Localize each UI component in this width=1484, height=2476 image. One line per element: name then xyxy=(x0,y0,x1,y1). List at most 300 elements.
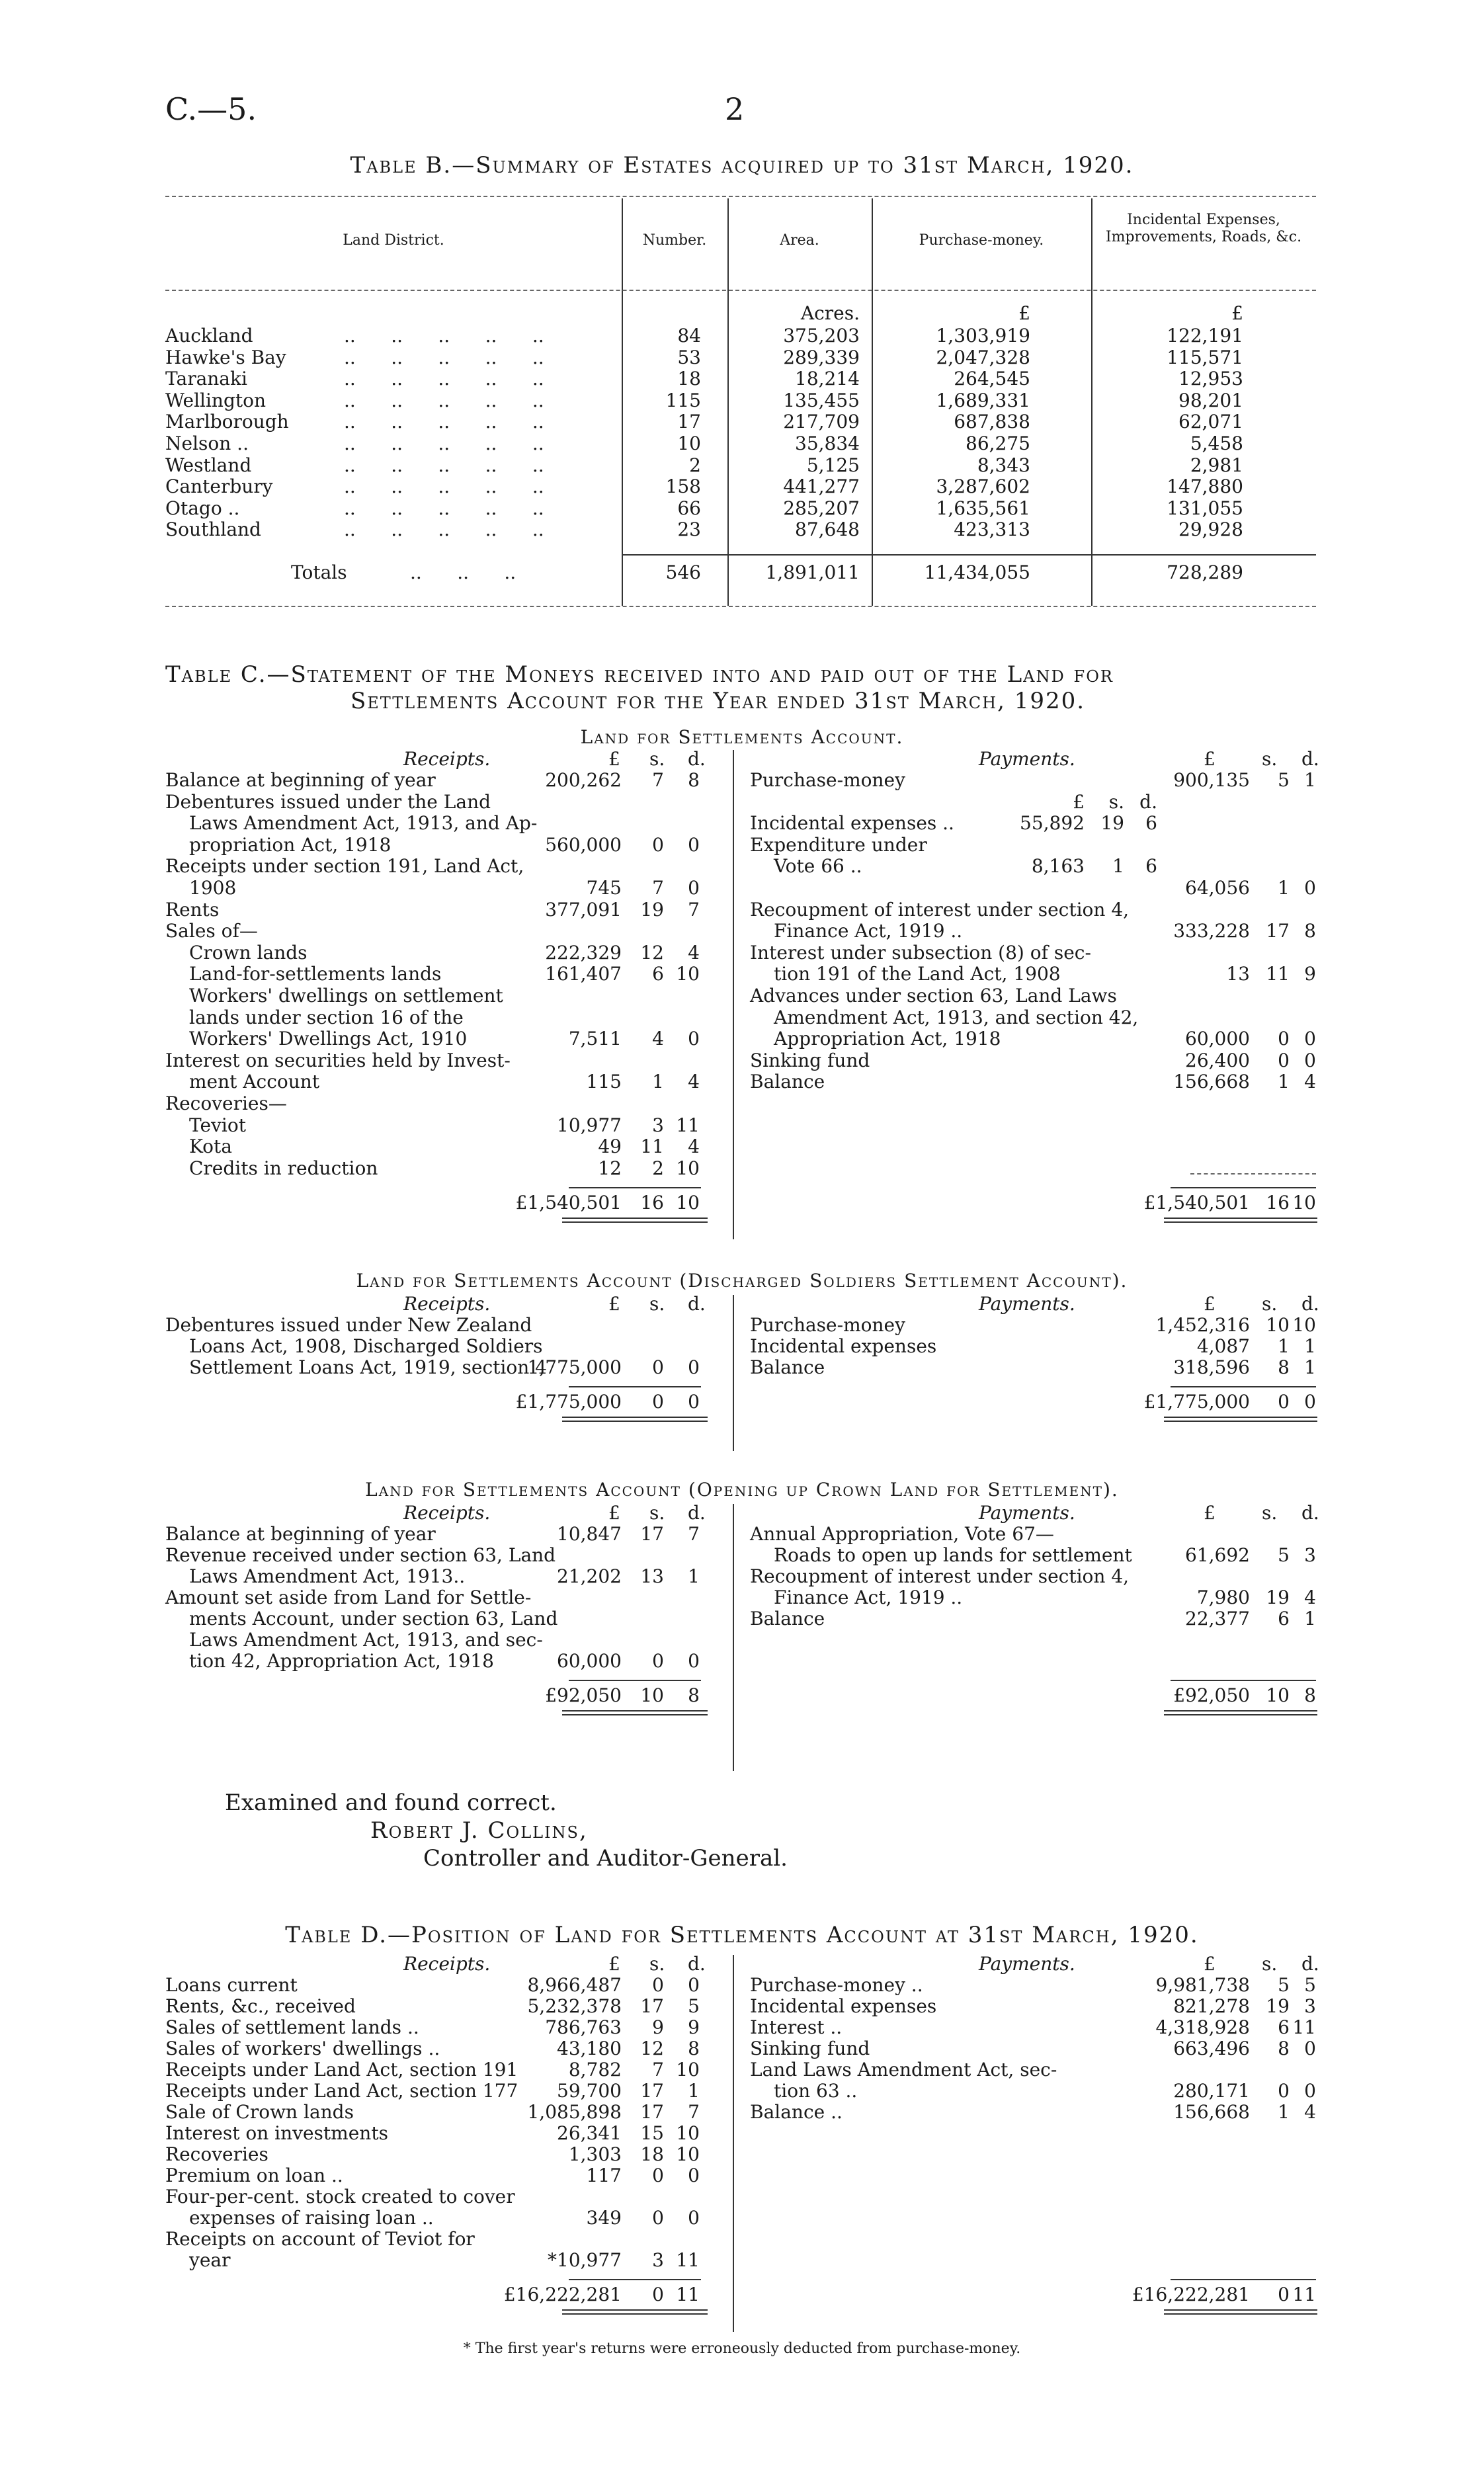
payment-label: Interest .. xyxy=(750,2016,843,2038)
receipt-shillings: 18 xyxy=(640,2143,664,2165)
estate-area: 289,339 xyxy=(783,346,860,368)
receipts-total-shillings: 0 xyxy=(652,1391,664,1413)
leader-dots: .. .. .. .. .. xyxy=(344,518,544,541)
receipt-label: lands under section 16 of the xyxy=(189,1006,464,1028)
receipt-shillings: 12 xyxy=(640,941,664,964)
payment-pounds: 280,171 xyxy=(1173,2080,1250,2102)
receipt-shillings: 17 xyxy=(640,1523,664,1545)
payment-label: Finance Act, 1919 .. xyxy=(774,920,963,942)
lsa-payments-head: Payments. xyxy=(979,748,1075,770)
estate-number: 66 xyxy=(677,497,701,519)
payment-pence: 8 xyxy=(1304,920,1316,942)
receipt-shillings: 1 xyxy=(652,1071,664,1093)
district-name: Canterbury xyxy=(165,475,273,498)
district-name: Taranaki xyxy=(165,368,247,390)
payment-pounds: 663,496 xyxy=(1173,2038,1250,2059)
purchase-money: 8,343 xyxy=(977,454,1030,476)
receipt-pounds: 43,180 xyxy=(557,2038,622,2059)
receipt-shillings: 3 xyxy=(652,2249,664,2271)
payments-total-rule xyxy=(1171,1680,1316,1681)
receipt-pence: 10 xyxy=(676,963,700,985)
receipt-label: expenses of raising loan .. xyxy=(189,2207,434,2229)
crown-subtitle: Land for Settlements Account (Opening up Crown Land for Settlement). xyxy=(365,1479,1119,1501)
receipt-label: Receipts under Land Act, section 177 xyxy=(165,2080,518,2102)
table-b-totals-label: Totals xyxy=(291,561,347,583)
payments-total-shillings: 16 xyxy=(1266,1192,1290,1214)
receipt-shillings: 17 xyxy=(640,1995,664,2017)
receipt-label: Receipts under Land Act, section 191 xyxy=(165,2059,518,2081)
estate-area: 5,125 xyxy=(806,454,860,476)
receipt-label: Loans Act, 1908, Discharged Soldiers xyxy=(189,1335,543,1357)
receipts-double-rule xyxy=(562,1417,708,1422)
receipt-pounds: 786,763 xyxy=(545,2016,622,2038)
receipts-total-pence: 11 xyxy=(676,2284,700,2305)
purchase-money: 264,545 xyxy=(954,368,1030,390)
payments-total-pence: 8 xyxy=(1304,1684,1316,1706)
receipt-shillings: 0 xyxy=(652,1650,664,1672)
receipt-label: Sales of workers' dwellings .. xyxy=(165,2038,440,2059)
receipt-pounds: 26,341 xyxy=(557,2122,622,2144)
purchase-money: 1,635,561 xyxy=(936,497,1030,519)
table-d-footnote: * The first year's returns were erroneously deducted from purchase-money. xyxy=(463,2340,1021,2357)
payment-label: Balance .. xyxy=(750,2101,843,2123)
receipt-pence: 0 xyxy=(688,1974,700,1996)
receipt-label: Amount set aside from Land for Settle- xyxy=(165,1587,532,1608)
payments-total-rule xyxy=(1171,1187,1316,1188)
table-b-col-district: Land District. xyxy=(343,232,444,249)
payment-pounds: 7,980 xyxy=(1196,1587,1250,1608)
payment-shillings: 1 xyxy=(1278,1335,1290,1357)
receipt-pounds: 8,966,487 xyxy=(527,1974,622,1996)
incidental-expenses: 12,953 xyxy=(1178,368,1243,390)
payments-total-rule xyxy=(1171,2279,1316,2280)
incidental-expenses: 2,981 xyxy=(1190,454,1243,476)
payment-shillings: 5 xyxy=(1278,769,1290,791)
receipt-label: Debentures issued under New Zealand xyxy=(165,1314,532,1336)
table-b-unit-area: Acres. xyxy=(800,302,860,324)
table-b-total-purchase: 11,434,055 xyxy=(924,561,1030,583)
receipt-shillings: 19 xyxy=(640,898,664,921)
payment-pence: 1 xyxy=(1304,1356,1316,1378)
payment-inner-pence: 6 xyxy=(1145,812,1157,835)
payment-inner-pence: d. xyxy=(1139,790,1157,813)
payment-pence: 1 xyxy=(1304,1608,1316,1630)
leader-dots: .. .. .. .. .. xyxy=(344,475,544,498)
payment-pence: 0 xyxy=(1304,1028,1316,1050)
table-b-total-area: 1,891,011 xyxy=(765,561,860,583)
district-name: Hawke's Bay xyxy=(165,346,286,368)
table-d-title: Table D.—Position of Land for Settlements Account at 31st March, 1920. xyxy=(285,1922,1199,1948)
receipt-pounds: 10,977 xyxy=(557,1114,622,1136)
payment-pounds: 318,596 xyxy=(1173,1356,1250,1378)
payment-label: Incidental expenses xyxy=(750,1335,937,1357)
payment-shillings: 5 xyxy=(1278,1974,1290,1996)
payments-total-pounds: £92,050 xyxy=(1173,1684,1250,1706)
receipt-pounds: 745 xyxy=(586,877,622,899)
payment-inner-pence: 6 xyxy=(1145,855,1157,878)
payment-shillings: 19 xyxy=(1266,1587,1290,1608)
payments-total-shillings: 0 xyxy=(1278,1391,1290,1413)
payment-shillings: 6 xyxy=(1278,1608,1290,1630)
receipts-total-rule xyxy=(569,1187,701,1188)
leader-dots: .. .. .. .. .. xyxy=(344,454,544,476)
payment-pounds: 333,228 xyxy=(1173,920,1250,942)
table-b-col-incidental: Incidental Expenses, Improvements, Roads, &c. xyxy=(1105,212,1302,245)
receipts-total-shillings: 16 xyxy=(640,1192,664,1214)
receipts-total-shillings: 10 xyxy=(640,1684,664,1706)
payment-label: Sinking fund xyxy=(750,2038,870,2059)
payment-label: Roads to open up lands for settlement xyxy=(774,1544,1132,1566)
receipt-pence: 4 xyxy=(688,1135,700,1158)
payment-pence: 4 xyxy=(1304,2101,1316,2123)
payment-shillings: 5 xyxy=(1278,1544,1290,1566)
payment-shillings: 11 xyxy=(1266,963,1290,985)
payments-double-rule xyxy=(1164,1710,1317,1715)
payment-pounds: 4,318,928 xyxy=(1155,2016,1250,2038)
payment-pence: 0 xyxy=(1304,1049,1316,1071)
payment-shillings: 1 xyxy=(1278,1071,1290,1093)
receipt-label: Interest on securities held by Invest- xyxy=(165,1049,511,1071)
purchase-money: 3,287,602 xyxy=(936,475,1030,498)
receipt-shillings: 17 xyxy=(640,2101,664,2123)
payment-pence: 11 xyxy=(1292,2016,1316,2038)
receipt-pounds: 161,407 xyxy=(545,963,622,985)
receipt-pounds: 5,232,378 xyxy=(527,1995,622,2017)
receipt-shillings: 0 xyxy=(652,2165,664,2186)
payment-pence: 0 xyxy=(1304,877,1316,899)
receipt-pounds: 60,000 xyxy=(557,1650,622,1672)
payments-total-pounds: £1,775,000 xyxy=(1143,1391,1250,1413)
payment-label: Finance Act, 1919 .. xyxy=(774,1587,963,1608)
payments-total-rule xyxy=(1171,1386,1316,1387)
receipt-pounds: 200,262 xyxy=(545,769,622,791)
audit-examined: Examined and found correct. xyxy=(225,1790,557,1816)
receipt-label: Workers' Dwellings Act, 1910 xyxy=(189,1028,468,1050)
receipt-pounds: 1,775,000 xyxy=(527,1356,622,1378)
payment-label: Appropriation Act, 1918 xyxy=(774,1028,1001,1050)
receipt-pence: 9 xyxy=(688,2016,700,2038)
estate-area: 18,214 xyxy=(795,368,860,390)
district-name: Southland xyxy=(165,518,261,541)
payment-label: Advances under section 63, Land Laws xyxy=(750,985,1117,1007)
district-name: Auckland xyxy=(165,325,253,347)
payment-shillings: 0 xyxy=(1278,1049,1290,1071)
receipt-label: Balance at beginning of year xyxy=(165,1523,436,1545)
dss-subtitle: Land for Settlements Account (Discharged Soldiers Settlement Account). xyxy=(356,1270,1128,1292)
receipt-pence: 11 xyxy=(676,1114,700,1136)
receipt-shillings: 0 xyxy=(652,2207,664,2229)
estate-number: 2 xyxy=(689,454,701,476)
payment-pence: 10 xyxy=(1292,1314,1316,1336)
table-b-col-purchase: Purchase-money. xyxy=(919,232,1044,249)
receipts-total-pounds: £1,775,000 xyxy=(515,1391,622,1413)
payment-shillings: 19 xyxy=(1266,1995,1290,2017)
incidental-expenses: 5,458 xyxy=(1190,433,1243,454)
receipt-pounds: 115 xyxy=(586,1071,622,1093)
receipt-pence: 1 xyxy=(688,2080,700,2102)
payment-label: Vote 66 .. xyxy=(774,855,862,878)
payment-shillings: 1 xyxy=(1278,2101,1290,2123)
estate-area: 285,207 xyxy=(783,497,860,519)
receipt-pounds: 377,091 xyxy=(545,898,622,921)
receipt-shillings: 15 xyxy=(640,2122,664,2144)
incidental-expenses: 62,071 xyxy=(1178,411,1243,433)
payment-label: Incidental expenses .. xyxy=(750,812,954,835)
receipt-label: Teviot xyxy=(189,1114,246,1136)
page-number: 2 xyxy=(725,91,745,127)
receipt-label: Crown lands xyxy=(189,941,308,964)
payments-double-rule xyxy=(1164,2309,1317,2315)
incidental-expenses: 122,191 xyxy=(1167,325,1243,347)
receipt-pence: 5 xyxy=(688,1995,700,2017)
payment-label: Recoupment of interest under section 4, xyxy=(750,1565,1130,1587)
receipt-shillings: 7 xyxy=(652,2059,664,2081)
receipt-pence: 7 xyxy=(688,1523,700,1545)
payment-label: Balance xyxy=(750,1071,825,1093)
receipt-pounds: 222,329 xyxy=(545,941,622,964)
receipts-total-rule xyxy=(569,2279,701,2280)
receipt-label: Sales of settlement lands .. xyxy=(165,2016,419,2038)
receipt-label: Balance at beginning of year xyxy=(165,769,436,791)
receipt-label: ments Account, under section 63, Land xyxy=(189,1608,558,1630)
payment-inner-shillings: 1 xyxy=(1112,855,1124,878)
receipt-label: tion 42, Appropriation Act, 1918 xyxy=(189,1650,494,1672)
table-b-col-number: Number. xyxy=(642,232,707,249)
receipt-pence: 7 xyxy=(688,2101,700,2123)
district-name: Wellington xyxy=(165,389,267,411)
estate-area: 375,203 xyxy=(783,325,860,347)
estate-number: 115 xyxy=(665,389,701,411)
payment-pence: 1 xyxy=(1304,769,1316,791)
payment-pounds: 900,135 xyxy=(1173,769,1250,791)
table-b-col-area: Area. xyxy=(780,232,819,249)
payment-label: Purchase-money xyxy=(750,1314,905,1336)
receipt-label: Receipts under section 191, Land Act, xyxy=(165,855,524,878)
receipt-label: Debentures issued under the Land xyxy=(165,790,491,813)
payment-pence: 0 xyxy=(1304,2080,1316,2102)
receipt-label: Four-per-cent. stock created to cover xyxy=(165,2186,515,2208)
payment-pounds: 821,278 xyxy=(1173,1995,1250,2017)
payment-shillings: 17 xyxy=(1266,920,1290,942)
estate-area: 135,455 xyxy=(783,389,860,411)
receipt-pounds: 349 xyxy=(586,2207,622,2229)
payment-label: Sinking fund xyxy=(750,1049,870,1071)
payments-total-pence: 11 xyxy=(1292,2284,1316,2305)
payment-label: tion 191 of the Land Act, 1908 xyxy=(774,963,1061,985)
payment-pounds: 1,452,316 xyxy=(1155,1314,1250,1336)
receipt-label: Laws Amendment Act, 1913, and Ap- xyxy=(189,812,538,835)
receipt-label: Recoveries— xyxy=(165,1093,287,1114)
receipt-shillings: 0 xyxy=(652,833,664,856)
receipt-label: Land-for-settlements lands xyxy=(189,963,442,985)
receipts-total-pounds: £92,050 xyxy=(545,1684,622,1706)
receipts-total-rule xyxy=(569,1680,701,1681)
payment-shillings: 1 xyxy=(1278,877,1290,899)
receipts-double-rule xyxy=(562,2309,708,2315)
receipt-shillings: 17 xyxy=(640,2080,664,2102)
leader-dots: .. .. .. .. .. xyxy=(344,411,544,433)
incidental-expenses: 115,571 xyxy=(1167,346,1243,368)
payment-shillings: 6 xyxy=(1278,2016,1290,2038)
receipt-pence: 0 xyxy=(688,833,700,856)
payment-inner-shillings: s. xyxy=(1108,790,1124,813)
receipt-label: Rents, &c., received xyxy=(165,1995,356,2017)
payment-shillings: 8 xyxy=(1278,1356,1290,1378)
receipt-pence: 0 xyxy=(688,2207,700,2229)
receipt-shillings: 13 xyxy=(640,1565,664,1587)
payments-total-shillings: 0 xyxy=(1278,2284,1290,2305)
payment-pounds: 64,056 xyxy=(1185,877,1250,899)
receipts-total-pence: 8 xyxy=(688,1684,700,1706)
estate-area: 87,648 xyxy=(795,518,860,541)
estate-number: 84 xyxy=(677,325,701,347)
leader-dots: .. .. .. .. .. xyxy=(344,433,544,454)
receipts-total-pence: 0 xyxy=(688,1391,700,1413)
payments-total-pence: 10 xyxy=(1292,1192,1316,1214)
receipt-label: Sale of Crown lands xyxy=(165,2101,354,2123)
payments-total-pounds: £16,222,281 xyxy=(1132,2284,1250,2305)
receipt-label: ment Account xyxy=(189,1071,320,1093)
payments-double-rule xyxy=(1164,1417,1317,1422)
table-b-top-rule xyxy=(165,196,1316,197)
receipt-label: Laws Amendment Act, 1913.. xyxy=(189,1565,466,1587)
receipt-pounds: 117 xyxy=(586,2165,622,2186)
payments-double-rule xyxy=(1164,1217,1317,1223)
incidental-expenses: 131,055 xyxy=(1167,497,1243,519)
receipt-pence: 4 xyxy=(688,941,700,964)
purchase-money: 86,275 xyxy=(966,433,1030,454)
receipt-label: Kota xyxy=(189,1135,232,1158)
payment-pounds: 156,668 xyxy=(1173,2101,1250,2123)
payment-pounds: 60,000 xyxy=(1185,1028,1250,1050)
leader-dots: .. .. .. .. .. xyxy=(344,346,544,368)
payment-inner-pounds: 55,892 xyxy=(1020,812,1085,835)
purchase-money: 687,838 xyxy=(954,411,1030,433)
district-name: Westland xyxy=(165,454,252,476)
receipt-pence: 10 xyxy=(676,1157,700,1179)
receipt-label: Revenue received under section 63, Land xyxy=(165,1544,556,1566)
receipt-label: Loans current xyxy=(165,1974,298,1996)
receipt-shillings: 7 xyxy=(652,877,664,899)
payment-label: tion 63 .. xyxy=(774,2080,858,2102)
receipt-label: Workers' dwellings on settlement xyxy=(189,985,503,1007)
receipt-label: Interest on investments xyxy=(165,2122,388,2144)
lsa-receipts-head: Receipts. xyxy=(403,748,491,770)
payment-pence: 4 xyxy=(1304,1587,1316,1608)
receipt-shillings: 0 xyxy=(652,1974,664,1996)
payment-label: Balance xyxy=(750,1356,825,1378)
payment-pence: 1 xyxy=(1304,1335,1316,1357)
estate-number: 10 xyxy=(677,433,701,454)
receipt-shillings: 7 xyxy=(652,769,664,791)
receipt-shillings: 4 xyxy=(652,1028,664,1050)
payment-pounds: 22,377 xyxy=(1185,1608,1250,1630)
payment-inner-pounds: 8,163 xyxy=(1031,855,1085,878)
payment-label: Purchase-money .. xyxy=(750,1974,923,1996)
estate-area: 35,834 xyxy=(795,433,860,454)
receipts-double-rule xyxy=(562,1710,708,1715)
document-page: C.—5. 2 Table B.—Summary of Estates acquired up to 31st March, 1920. Land District. Number. Area. Purchase-money. Incidental Expenses, Improvements, Roads, &c. Acres. £ £ Auckland .. .. .. .. .. 84 375,203 1,303,919 122,191 Hawke's Bay .. .. .. .. .. 53 289,339 2,047,328 115,571 Taranaki .. .. .. .. .. 18 18,214 264,545 12,953 Wellington .. .. .. .. .. 115 135,455 1,689,331 98,201 Marlborough .. .. .. .. .. 17 217,709 687,838 62,071 Nelson .. .. .. .. .. .. 10 35,834 86,275 5,458 Westland .. .. .. .. .. 2 5,125 8,343 2,981 Canterbury .. .. .. .. .. 158 441,277 3,287,602 147,880 Otago .. .. .. .. .. .. 66 285,207 1,635,561 131,055 Southland .. .. .. .. .. 23 87,648 423,313 29,928 Totals .. .. .. 546 1,891,011 11,434,055 728,289 Table C.—Statement of the Moneys received into and paid out of the Land for Settlements Account for the Year ended 31st March, 1920. Land for Settlements Account. Receipts. £ s. d. Payments. £ s. d. Balance at beginning of year 200,262 7 8 Debentures issued under the Land Laws Amendment Act, 1913, and Ap- propriation Act, 1918 560,000 0 0 Receipts under section 191, Land Act, 1908 745 7 0 Rents 377,091 19 7 Sales of— Crown lands 222,329 12 4 Land-for-settlements lands 161,407 6 10 Workers' dwellings on settlement lands under section 16 of the Workers' Dwellings Act, 1910 7,511 4 0 Interest on securities held by Invest- ment Account 115 1 4 Recoveries— Teviot 10,977 3 11 Kota 49 11 4 Credits in reduction 12 2 10 Purchase-money 900,135 5 1 £ s. d. Incidental expenses .. 55,892 19 6 Expenditure under Vote 66 .. 8,163 1 6 64,056 1 0 Recoupment of interest under section 4, Finance Act, 1919 .. 333,228 17 8 Interest under subsection (8) of sec- tion 191 of the Land Act, 1908 13 11 9 Advances under section 63, Land Laws Amendment Act, 1913, and section 42, Appropriation Act, 1918 60,000 0 0 Sinking fund 26,400 0 0 Balance 156,668 1 4 £1,540,501 16 10 £1,540,501 16 10 Land for Settlements Account (Discharged Soldiers Settlement Account). Receipts. £ s. d. Payments. £ s. d. Debentures issued under New Zealand Loans Act, 1908, Discharged Soldiers Settlement Loans Act, 1919, section 4 1,775,000 0 0 Purchase-money 1,452,316 10 10 Incidental expenses 4,087 1 1 Balance 318,596 8 1 £1,775,000 0 0 £1,775,000 0 0 Land for Settlements Account (Opening up Crown Land for Settlement). Receipts. £ s. d. Payments. £ s. d. Balance at beginning of year 10,847 17 7 Revenue received under section 63, Land Laws Amendment Act, 1913.. 21,202 13 1 Amount set aside from Land for Settle- ments Account, under section 63, Land Laws Amendment Act, 1913, and sec- tion 42, Appropriation Act, 1918 60,000 0 0 Annual Appropriation, Vote 67— Roads to open up lands for settlement 61,692 5 3 Recoupment of interest under section 4, Finance Act, 1919 .. 7,980 19 4 Balance 22,377 6 1 £92,050 10 8 £92,050 10 8 Examined and found correct. Robert J. Collins, Controller and Auditor-General. Table D.—Position of Land for Settlements Account at 31st March, 1920. Receipts. £ s. d. Payments. £ s. d. Loans current 8,966,487 0 0 Rents, &c., received 5,232,378 17 5 Sales of settlement lands .. 786,763 9 9 Sales of workers' dwellings .. 43,180 12 8 Receipts under Land Act, section 191 8,782 7 10 Receipts under Land Act, section 177 59,700 17 1 Sale of Crown lands 1,085,898 17 7 Interest on investments 26,341 15 10 Recoveries 1,303 18 10 Premium on loan .. 117 0 0 Four-per-cent. stock created to cover expenses of raising loan .. 349 0 0 Receipts on account of Teviot for year *10,977 3 11 Purchase-money .. 9,981,738 5 5 Incidental expenses 821,278 19 3 Interest .. 4,318,928 6 11 Sinking fund 663,496 8 0 Land Laws Amendment Act, sec- tion 63 .. 280,171 0 0 Balance .. 156,668 1 4 £16,222,281 0 11 £16,222,281 0 11 * The first year's returns were erroneously deducted from purchase-money. xyxy=(0,0,1484,2476)
receipt-pounds: *10,977 xyxy=(548,2249,622,2271)
receipt-pence: 10 xyxy=(676,2143,700,2165)
payment-shillings: 10 xyxy=(1266,1314,1290,1336)
page-reference: C.—5. xyxy=(165,91,257,127)
receipt-pence: 8 xyxy=(688,769,700,791)
receipt-label: Receipts on account of Teviot for xyxy=(165,2228,475,2250)
receipt-pence: 10 xyxy=(676,2059,700,2081)
table-b-unit-incidental: £ xyxy=(1231,302,1243,324)
payment-pounds: 13 xyxy=(1226,963,1250,985)
table-b-title: Table B.—Summary of Estates acquired up to 31st March, 1920. xyxy=(350,152,1134,179)
table-c-title-2: Settlements Account for the Year ended 31st March, 1920. xyxy=(350,688,1086,714)
payment-pence: 3 xyxy=(1304,1995,1316,2017)
payment-pounds: 26,400 xyxy=(1185,1049,1250,1071)
receipt-shillings: 6 xyxy=(652,963,664,985)
payment-label: Land Laws Amendment Act, sec- xyxy=(750,2059,1057,2081)
payment-label: Amendment Act, 1913, and section 42, xyxy=(774,1006,1139,1028)
payment-label: Recoupment of interest under section 4, xyxy=(750,898,1130,921)
estate-number: 23 xyxy=(677,518,701,541)
leader-dots: .. .. .. .. .. xyxy=(344,368,544,390)
payment-pounds: 61,692 xyxy=(1185,1544,1250,1566)
purchase-money: 2,047,328 xyxy=(936,346,1030,368)
receipt-pounds: 1,303 xyxy=(568,2143,622,2165)
receipt-pence: 7 xyxy=(688,898,700,921)
payment-pence: 5 xyxy=(1304,1974,1316,1996)
receipts-double-rule xyxy=(562,1217,708,1223)
payment-shillings: 8 xyxy=(1278,2038,1290,2059)
payment-label: Annual Appropriation, Vote 67— xyxy=(750,1523,1054,1545)
estate-number: 17 xyxy=(677,411,701,433)
payment-label: Interest under subsection (8) of sec- xyxy=(750,941,1091,964)
incidental-expenses: 147,880 xyxy=(1167,475,1243,498)
payments-total-pence: 0 xyxy=(1304,1391,1316,1413)
payment-inner-shillings: 19 xyxy=(1100,812,1124,835)
receipt-label: Rents xyxy=(165,898,220,921)
receipt-pounds: 10,847 xyxy=(557,1523,622,1545)
payment-inner-pounds: £ xyxy=(1073,790,1085,813)
payments-total-pounds: £1,540,501 xyxy=(1143,1192,1250,1214)
receipt-label: Recoveries xyxy=(165,2143,268,2165)
receipt-label: Sales of— xyxy=(165,920,258,942)
receipt-shillings: 3 xyxy=(652,1114,664,1136)
payment-label: Expenditure under xyxy=(750,833,927,856)
receipt-pence: 0 xyxy=(688,1028,700,1050)
receipt-shillings: 9 xyxy=(652,2016,664,2038)
receipt-pence: 0 xyxy=(688,877,700,899)
payment-pounds: 4,087 xyxy=(1196,1335,1250,1357)
payment-pence: 3 xyxy=(1304,1544,1316,1566)
receipt-pounds: 7,511 xyxy=(568,1028,622,1050)
receipt-pounds: 21,202 xyxy=(557,1565,622,1587)
receipts-total-rule xyxy=(569,1386,701,1387)
receipt-pounds: 1,085,898 xyxy=(527,2101,622,2123)
leader-dots: .. .. .. .. .. xyxy=(344,497,544,519)
receipts-total-pounds: £16,222,281 xyxy=(503,2284,622,2305)
purchase-money: 1,303,919 xyxy=(936,325,1030,347)
receipt-pence: 0 xyxy=(688,2165,700,2186)
estate-number: 18 xyxy=(677,368,701,390)
receipt-label: Premium on loan .. xyxy=(165,2165,343,2186)
receipts-total-shillings: 0 xyxy=(652,2284,664,2305)
incidental-expenses: 29,928 xyxy=(1178,518,1243,541)
receipt-pounds: 12 xyxy=(598,1157,622,1179)
receipts-total-pence: 10 xyxy=(676,1192,700,1214)
leader-dots: .. .. .. .. .. xyxy=(344,325,544,347)
estate-number: 158 xyxy=(665,475,701,498)
receipt-pence: 0 xyxy=(688,1650,700,1672)
payment-pence: 4 xyxy=(1304,1071,1316,1093)
